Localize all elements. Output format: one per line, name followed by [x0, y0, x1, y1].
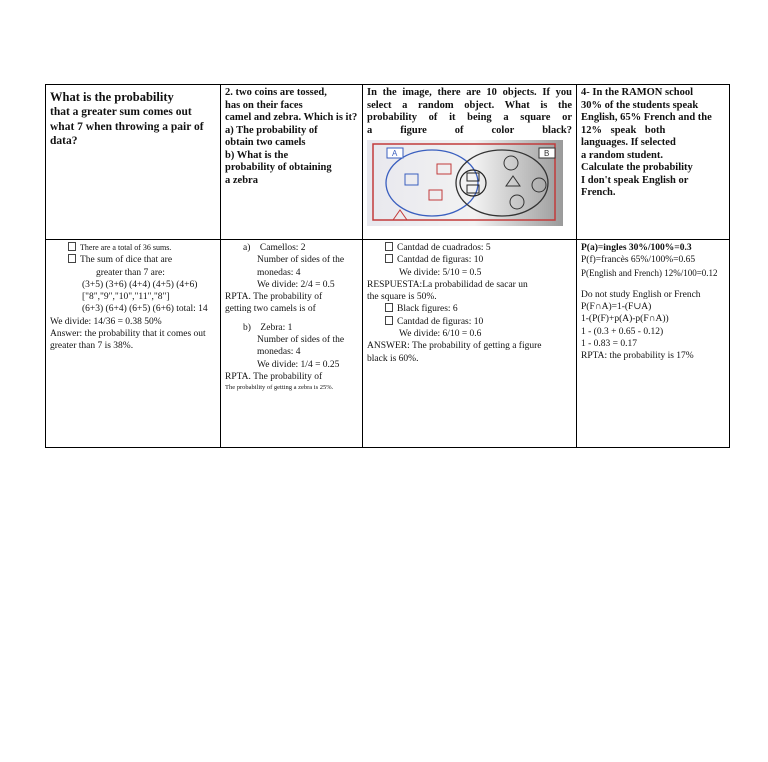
checkbox-bullet-icon [385, 316, 393, 325]
answer-4-line: P(English and French) 12%/100=0.12 [581, 267, 718, 278]
answer-3-line: ANSWER: The probability of getting a figure [367, 341, 542, 352]
answer-4-line: Do not study English or French [581, 289, 701, 300]
question-2-line: a) The probability of [225, 124, 318, 136]
answer-2-line: monedas: 4 [257, 347, 301, 358]
answer-2-cell [221, 240, 363, 448]
question-2-line: camel and zebra. Which is it? [225, 112, 358, 123]
label-b: B [544, 149, 550, 158]
answer-2-line: Number of sides of the [257, 255, 345, 266]
questions-row [46, 85, 730, 240]
question-1-line: that a greater sum comes out [50, 106, 192, 118]
answer-3-line: We divide: 6/10 = 0.6 [399, 329, 482, 340]
answer-4-line: RPTA: the probability is 17% [581, 351, 694, 362]
answer-2-line: We divide: 1/4 = 0.25 [257, 359, 340, 370]
checkbox-bullet-icon [385, 254, 393, 263]
question-4-line: I don't speak English or [581, 174, 689, 186]
answer-3-line: We divide: 5/10 = 0.5 [399, 267, 482, 278]
checkbox-bullet-icon [385, 303, 393, 312]
question-2-line: obtain two camels [225, 137, 306, 148]
answer-3-line: the square is 50%. [367, 292, 437, 303]
question-3-last-line [367, 125, 572, 138]
word: a [367, 124, 373, 136]
answer-2-small-note: The probability of getting a zebra is 25%. [225, 384, 334, 392]
answer-1-line: We divide: 14/36 = 0.38 50% [50, 316, 162, 327]
question-2-line: probability of obtaining [225, 162, 332, 173]
venn-diagram-figure [367, 140, 563, 226]
answer-3-cell [363, 240, 577, 448]
question-4-line: Calculate the probability [581, 162, 693, 173]
checkbox-bullet-icon [68, 242, 76, 251]
question-2-line: b) What is the [225, 149, 289, 161]
answer-3-line: black is 60%. [367, 353, 419, 364]
answer-1-bullet: There are a total of 36 sums. [50, 242, 216, 254]
question-4-line: French. [581, 187, 616, 198]
probability-table [45, 84, 730, 448]
answer-1-line: (6+3) (6+4) (6+5) (6+6) total: 14 [82, 304, 208, 315]
word: color [491, 124, 515, 136]
question-4-line: 4- In the RAMON school [581, 87, 693, 98]
question-2-cell [221, 85, 363, 240]
answer-4-line: P(f)=francès 65%/100%=0.65 [581, 255, 696, 266]
answer-4-line: 1-(P(F)+p(A)-p(F∩A)) [581, 314, 669, 325]
answer-2-item-b: b) Zebra: 1 [243, 322, 293, 333]
question-1-line: what 7 when throwing a pair of [50, 120, 204, 133]
answer-3-bullet: Cantdad de cuadrados: 5 [367, 242, 572, 254]
answer-4-line: P(F∩A)=1-(F∪A) [581, 302, 652, 313]
answer-3-bullet: Cantdad de figuras: 10 [367, 316, 572, 328]
answer-3-bullet: Cantdad de figuras: 10 [367, 254, 572, 266]
question-4-line: a random student. [581, 149, 663, 161]
answer-2-line: monedas: 4 [257, 267, 301, 278]
answer-1-bullet: The sum of dice that are [50, 254, 216, 266]
word: of [454, 124, 464, 136]
answer-2-line: Number of sides of the [257, 335, 345, 346]
answer-2-line: RPTA. The probability of [225, 292, 323, 303]
checkbox-bullet-icon [68, 254, 76, 263]
label-a: A [392, 149, 398, 158]
answer-1-cell [46, 240, 221, 448]
answer-2-line: getting two camels is of [225, 304, 316, 315]
question-4-line: 12% speak both [581, 124, 666, 136]
answer-1-line: greater than 7 is 38%. [50, 341, 134, 352]
answer-2-item-a: a) Camellos: 2 [243, 243, 306, 253]
question-1-line: data? [50, 135, 78, 147]
answer-2-line: We divide: 2/4 = 0.5 [257, 279, 335, 290]
question-1-title: What is the probability [50, 90, 174, 104]
answer-1-line: (3+5) (3+6) (4+4) (4+5) (4+6) [82, 279, 198, 290]
answer-4-line: 1 - 0.83 = 0.17 [581, 339, 638, 350]
question-4-line: English, 65% French and the [581, 112, 712, 123]
answer-1-line: greater than 7 are: [96, 267, 165, 278]
answer-3-line: RESPUESTA:La probabilidad de sacar un [367, 279, 528, 290]
question-4-line: 30% of the students speak [581, 99, 699, 111]
answer-4-cell [577, 240, 730, 448]
checkbox-bullet-icon [385, 242, 393, 251]
answer-4-line: 1 - (0.3 + 0.65 - 0.12) [581, 326, 664, 337]
question-2-line: has on their faces [225, 99, 303, 111]
question-3-line: probability of it being a square or [367, 112, 572, 123]
question-3-line: In the image, there are 10 objects. If you [367, 87, 572, 98]
question-2-line: a zebra [225, 174, 258, 186]
answers-row [46, 240, 730, 448]
question-4-line: languages. If selected [581, 137, 676, 148]
answer-4-line: P(a)=ingles 30%/100%=0.3 [581, 243, 692, 253]
answer-3-bullet: Black figures: 6 [367, 303, 572, 315]
word: black? [542, 124, 572, 136]
answer-1-line: Answer: the probability that it comes out [50, 329, 206, 340]
question-2-line: 2. two coins are tossed, [225, 87, 327, 98]
question-1-cell [46, 85, 221, 240]
answer-2-line: RPTA. The probability of [225, 371, 323, 382]
word: figure [400, 124, 427, 136]
answer-1-line: ["8","9","10","11","8"] [82, 292, 170, 303]
question-4-cell [577, 85, 730, 240]
question-3-cell [363, 85, 577, 240]
question-3-line: select a random object. What is the [367, 99, 572, 111]
